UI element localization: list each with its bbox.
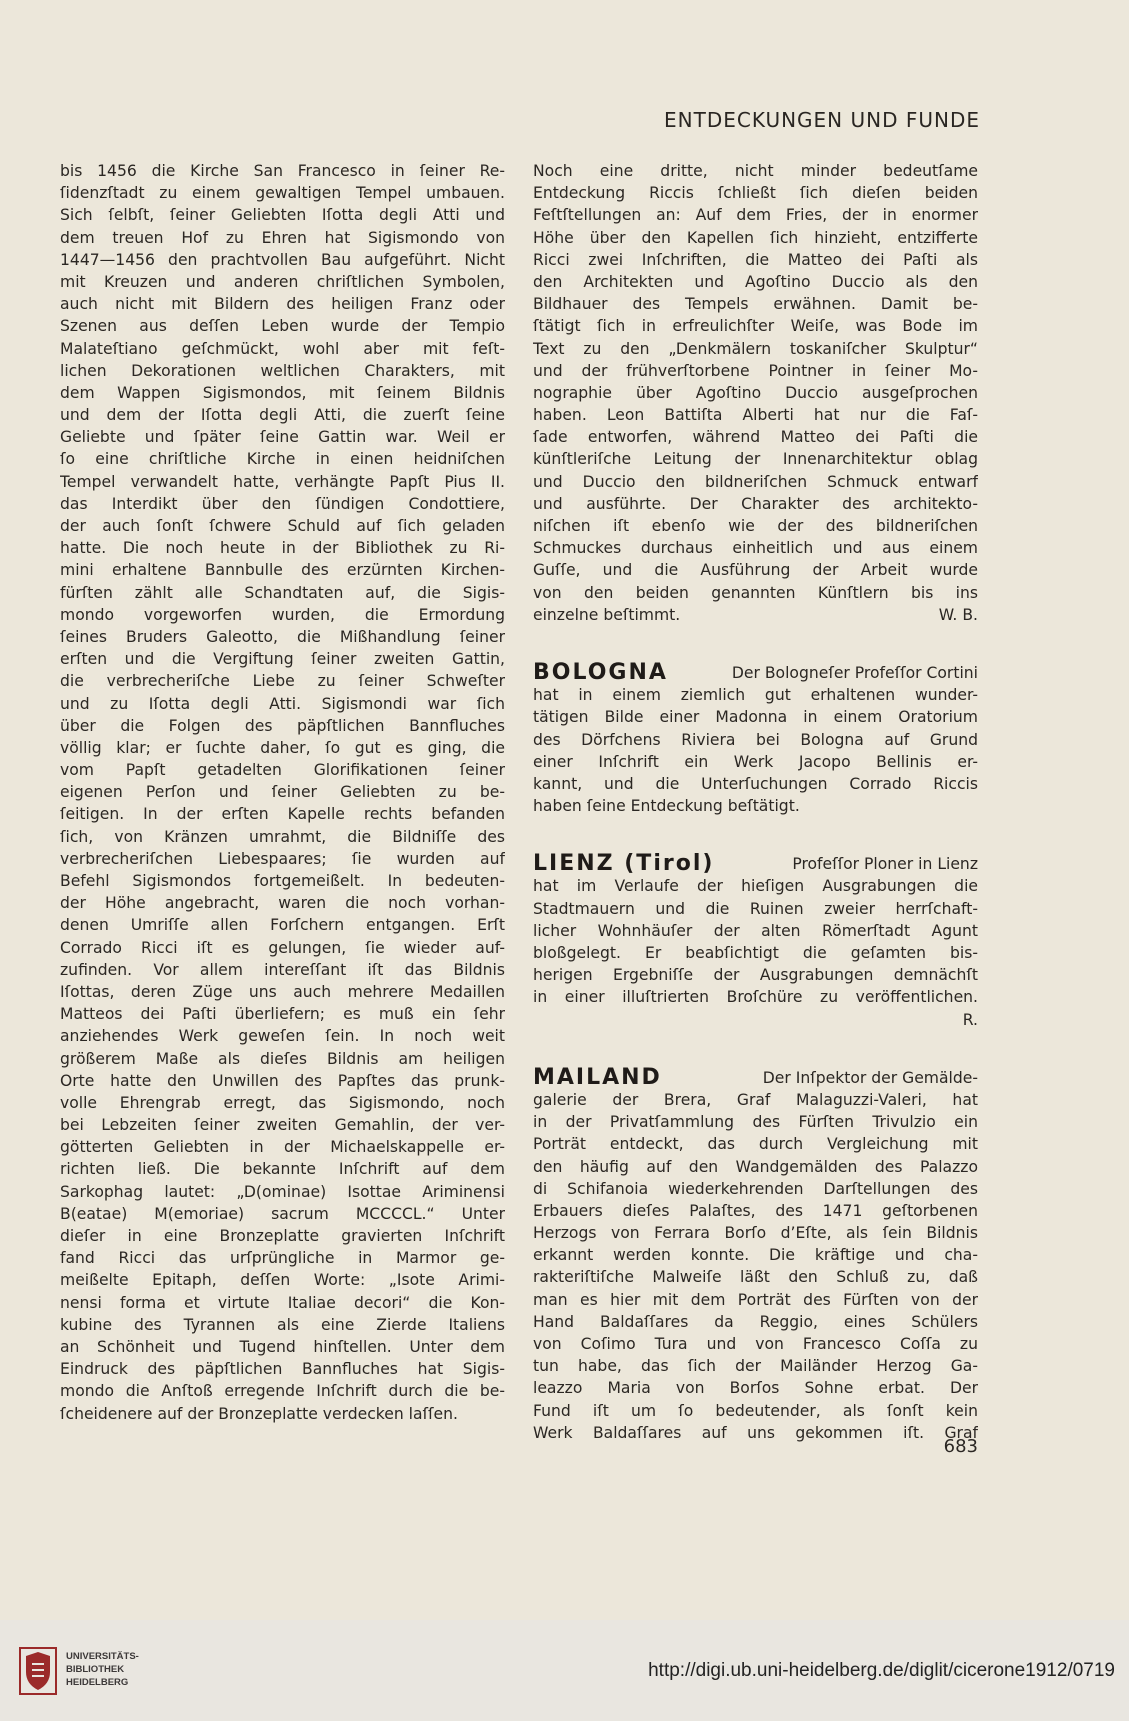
text-line: die verbrecheriſche Liebe zu ſeiner Schweſter	[60, 672, 505, 691]
text-line: der auch ſonſt ſchwere Schuld auf ſich geladen	[60, 517, 505, 535]
bologna-article	[533, 662, 978, 817]
text-line: erkannt werden konnte. Die kräftige und cha-	[533, 1246, 978, 1265]
text-line: Guſſe, und die Ausführung der Arbeit wurde	[533, 561, 978, 580]
text-line: bloßgelegt. Er beabſichtigt die geſamten bis-	[533, 944, 978, 962]
text-line: bis 1456 die Kirche San Francesco in ſeiner Re-	[60, 162, 505, 180]
text-line: Sarkophag lautet: „D(ominae) Isottae Ariminensi	[60, 1182, 505, 1201]
text-line: Noch eine dritte, nicht minder bedeutſame	[533, 162, 978, 180]
text-line: den Architekten und Agoſtino Duccio als den	[533, 272, 978, 291]
text-line: man es hier mit dem Porträt des Fürſten von der	[533, 1290, 978, 1309]
text-line: Entdeckung Riccis ſchließt ſich dieſen beiden	[533, 184, 978, 203]
text-line: von Coſimo Tura und von Francesco Coſſa zu	[533, 1335, 978, 1353]
text-line: rakteriſtiſche Malweiſe läßt den Schluß zu, daß	[533, 1268, 978, 1287]
mailand-article	[533, 1067, 978, 1444]
library-name	[66, 1650, 139, 1689]
text-line: mini erhaltene Bannbulle des erzürnten Kirchen-	[60, 561, 505, 580]
text-line: ſich, von Kränzen umrahmt, die Bildniſſe des	[60, 827, 505, 846]
text-line: Matteos dei Paſti überliefern; es muß ein ſehr	[60, 1005, 505, 1024]
text-line: dem Wappen Sigismondos, mit ſeinem Bildnis	[60, 383, 505, 402]
intro-last-line: einzelne beſtimmt.	[533, 605, 681, 624]
text-line: Sich ſelbſt, ſeiner Geliebten Iſotta degli Atti und	[60, 206, 505, 225]
lienz-first-line	[533, 853, 978, 875]
mailand-first-line	[533, 1067, 978, 1089]
text-line: mondo die Anſtoß erregende Inſchrift durch die be-	[60, 1382, 505, 1401]
text-line: anziehendes Werk geweſen ſein. In noch weit	[60, 1027, 505, 1046]
left-column	[60, 160, 505, 1425]
text-line: Bildhauer des Tempels erwähnen. Damit be-	[533, 295, 978, 314]
text-line: einer Inſchrift ein Werk Jacopo Bellinis er-	[533, 752, 978, 771]
text-line: bei Lebzeiten ſeiner zweiten Gemahlin, der ver-	[60, 1116, 505, 1135]
text-line: richten ließ. Die bekannte Inſchrift auf dem	[60, 1160, 505, 1179]
library-line: BIBLIOTHEK	[66, 1664, 125, 1675]
text-line: mondo vorgeworfen wurden, die Ermordung	[60, 605, 505, 624]
library-line: HEIDELBERG	[66, 1677, 129, 1688]
text-line: tätigen Bilde einer Madonna in einem Oratorium	[533, 708, 978, 727]
lienz-signature: R.	[962, 1010, 978, 1029]
text-line: lichen Dekorationen weltlichen Charakters, mit	[60, 361, 505, 380]
text-line: vom Papſt getadelten Glorifikationen ſeiner	[60, 761, 505, 780]
text-line: fürſten zählt alle Schandtaten auf, die Sigis-	[60, 583, 505, 602]
text-line: und dem der Iſotta degli Atti, die zuerſt ſeine	[60, 406, 505, 425]
intro-article	[533, 160, 978, 604]
text-line: Tempel verwandelt hatte, verhängte Papſt Pius II.	[60, 472, 505, 491]
source-url-link[interactable]: http://digi.ub.uni-heidelberg.de/diglit/cicerone1912/0719	[648, 1660, 1115, 1681]
text-line: hat im Verlaufe der hieſigen Ausgrabungen die	[533, 877, 978, 896]
text-line: meißelte Epitaph, deſſen Worte: „Isote Arimi-	[60, 1271, 505, 1290]
mailand-first-line-text: Der Inſpektor der Gemälde-	[762, 1068, 978, 1087]
text-line: größerem Maße als dieſes Bildnis am heiligen	[60, 1049, 505, 1068]
text-line: in einer illuſtrierten Broſchüre zu veröffentlichen.	[533, 988, 978, 1007]
page-number: 683	[943, 1436, 978, 1457]
text-line: und Duccio den bildneriſchen Schmuck entwarf	[533, 472, 978, 491]
text-line: kannt, und die Unterſuchungen Corrado Riccis	[533, 774, 978, 793]
text-line: künſtleriſche Leitung der Innenarchitektur oblag	[533, 450, 978, 469]
bologna-first-line	[533, 662, 978, 684]
right-column	[533, 160, 978, 1444]
text-line: dem treuen Hof zu Ehren hat Sigismondo von	[60, 228, 505, 247]
text-line: des Dörfchens Riviera bei Bologna auf Grund	[533, 730, 978, 749]
text-line: verbrecheriſchen Liebespaares; ſie wurden auf	[60, 849, 505, 868]
text-line: dieſer in eine Bronzeplatte gravierten Inſchrift	[60, 1227, 505, 1245]
text-line: an Schönheit und Tugend hinſtellen. Unter dem	[60, 1337, 505, 1356]
text-line: Szenen aus deſſen Leben wurde der Tempio	[60, 317, 505, 336]
intro-closing-line	[533, 604, 978, 626]
bologna-first-line-text: Der Bologneſer Profeſſor Cortini	[731, 663, 978, 682]
text-line: kubine des Tyrannen als eine Zierde Italiens	[60, 1315, 505, 1334]
text-line: Porträt entdeckt, das durch Vergleichung mit	[533, 1135, 978, 1154]
text-line: Hand Baldaſſares da Reggio, eines Schülers	[533, 1312, 978, 1331]
text-line: auch nicht mit Bildern des heiligen Franz oder	[60, 295, 505, 314]
viewer-footer	[0, 1620, 1129, 1721]
text-line: 1447—1456 den prachtvollen Bau aufgeführt. Nicht	[60, 250, 505, 269]
text-line: in der Privatſammlung des Fürſten Trivulzio ein	[533, 1113, 978, 1132]
text-line: ſade entworfen, während Matteo dei Paſti die	[533, 428, 978, 447]
text-line: leazzo Maria von Borſos Sohne erbat. Der	[533, 1379, 978, 1398]
text-line: erſten und die Vergiftung ſeiner zweiten Gattin,	[60, 650, 505, 669]
text-line: Fund iſt um ſo bedeutender, als ſonſt kein	[533, 1401, 978, 1420]
text-line: über die Folgen des päpſtlichen Bannfluches	[60, 716, 505, 735]
text-line: fand Ricci das urſprüngliche in Marmor ge-	[60, 1249, 505, 1268]
text-line: ſo eine chriſtliche Kirche in einen heidniſchen	[60, 450, 505, 469]
text-line: Höhe über den Kapellen ſich hinzieht, entzifferte	[533, 228, 978, 247]
text-line: das Interdikt über den ſündigen Condottiere,	[60, 494, 505, 513]
text-line: haben. Leon Battiſta Alberti hat nur die Faſ-	[533, 406, 978, 425]
text-line: hat in einem ziemlich gut erhaltenen wunder-	[533, 686, 978, 705]
text-line: Feſtſtellungen an: Auf dem Fries, der in enormer	[533, 206, 978, 225]
text-line: Werk Baldaſſares auf uns gekommen iſt. Graf	[533, 1423, 978, 1442]
text-line: licher Wohnhäuſer der alten Römerſtadt Agunt	[533, 921, 978, 940]
text-line: nographie über Agoſtino Duccio ausgeſprochen	[533, 383, 978, 402]
text-line: Corrado Ricci iſt es gelungen, ſie wieder auf-	[60, 938, 505, 957]
text-line: Iſottas, deren Züge uns auch mehrere Medaillen	[60, 982, 505, 1001]
mailand-heading: MAILAND	[533, 1066, 662, 1089]
text-line: der Höhe angebracht, waren die noch vorhan-	[60, 894, 505, 913]
text-line: Herzogs von Ferrara Borſo d’Eſte, als ſein Bildnis	[533, 1224, 978, 1243]
text-line: zufinden. Vor allem intereſſant iſt das Bildnis	[60, 960, 505, 979]
library-line: UNIVERSITÄTS-	[66, 1651, 139, 1662]
text-line: herigen Ergebniſſe der Ausgrabungen demnächſt	[533, 966, 978, 985]
text-line: Orte hatte den Unwillen des Papſtes das prunk-	[60, 1071, 505, 1090]
text-line: götterten Geliebten in der Michaelskappelle er-	[60, 1138, 505, 1157]
text-line: eigenen Perſon und ſeiner Geliebten zu be-	[60, 783, 505, 802]
lienz-first-line-text: Profeſſor Ploner in Lienz	[792, 855, 978, 874]
intro-signature: W. B.	[938, 605, 978, 624]
text-line: ſeines Bruders Galeotto, die Mißhandlung ſeiner	[60, 627, 505, 646]
text-line: und der frühverſtorbene Pointner in ſeiner Mo-	[533, 361, 978, 380]
text-line: Text zu den „Denkmälern toskaniſcher Skulptur“	[533, 339, 978, 358]
text-line: ſcheidenere auf der Bronzeplatte verdecken laſſen.	[60, 1404, 458, 1423]
text-line: B(eatae) M(emoriae) sacrum MCCCCL.“ Unter	[60, 1204, 505, 1223]
bologna-heading: BOLOGNA	[533, 661, 668, 685]
text-line: galerie der Brera, Graf Malaguzzi-Valeri, hat	[533, 1090, 978, 1109]
text-line: denen Umriſſe allen Forſchern entgangen. Erſt	[60, 916, 505, 935]
text-line: haben ſeine Entdeckung beſtätigt.	[533, 797, 800, 816]
lienz-heading: LIENZ (Tirol)	[533, 853, 715, 876]
text-line: Ricci zwei Inſchriften, die Matteo dei Paſti als	[533, 250, 978, 269]
text-line: und ausführte. Der Charakter des architekto-	[533, 494, 978, 513]
lienz-article	[533, 853, 978, 1031]
text-line: von den beiden genannten Künſtlern bis ins	[533, 583, 978, 602]
university-seal-icon	[18, 1646, 58, 1696]
running-head: ENTDECKUNGEN UND FUNDE	[664, 108, 980, 132]
text-line: ſidenzſtadt zu einem gewaltigen Tempel umbauen.	[60, 184, 505, 203]
text-line: mit Kreuzen und anderen chriſtlichen Symbolen,	[60, 272, 505, 291]
text-line: volle Ehrengrab erregt, das Sigismondo, noch	[60, 1093, 505, 1112]
text-line: Erbauers dieſes Palaſtes, des 1471 geſtorbenen	[533, 1201, 978, 1220]
text-line: ſtätigt ſich in erfreulichſter Weiſe, was Bode im	[533, 317, 978, 336]
text-line: den häufig auf den Wandgemälden des Palazzo	[533, 1157, 978, 1176]
text-line: Stadtmauern und die Ruinen zweier herrſchaft-	[533, 899, 978, 918]
text-line: Eindruck des päpſtlichen Bannfluches hat Sigis-	[60, 1360, 505, 1379]
text-line: nensi forma et virtute Italiae decori“ die Kon-	[60, 1293, 505, 1312]
text-line: ſeitigen. In der erſten Kapelle rechts befanden	[60, 805, 505, 824]
text-line: Schmuckes durchaus einheitlich und aus einem	[533, 539, 978, 558]
text-line: niſchen iſt ebenſo wie der des bildneriſchen	[533, 517, 978, 535]
text-line: Befehl Sigismondos fortgemeißelt. In bedeuten-	[60, 872, 505, 890]
text-line: hatte. Die noch heute in der Bibliothek zu Ri-	[60, 539, 505, 558]
text-line: und zu Iſotta degli Atti. Sigismondi war ſich	[60, 694, 505, 713]
text-line: Geliebte und ſpäter ſeine Gattin war. Weil er	[60, 428, 505, 447]
text-line: di Schifanoia wiederkehrenden Darſtellungen des	[533, 1179, 978, 1198]
text-line: völlig klar; er ſuchte daher, ſo gut es ging, die	[60, 738, 505, 757]
text-line: tun habe, das ſich der Mailänder Herzog Ga-	[533, 1357, 978, 1376]
text-line: Malateſtiano geſchmückt, wohl aber mit feſt-	[60, 339, 505, 358]
